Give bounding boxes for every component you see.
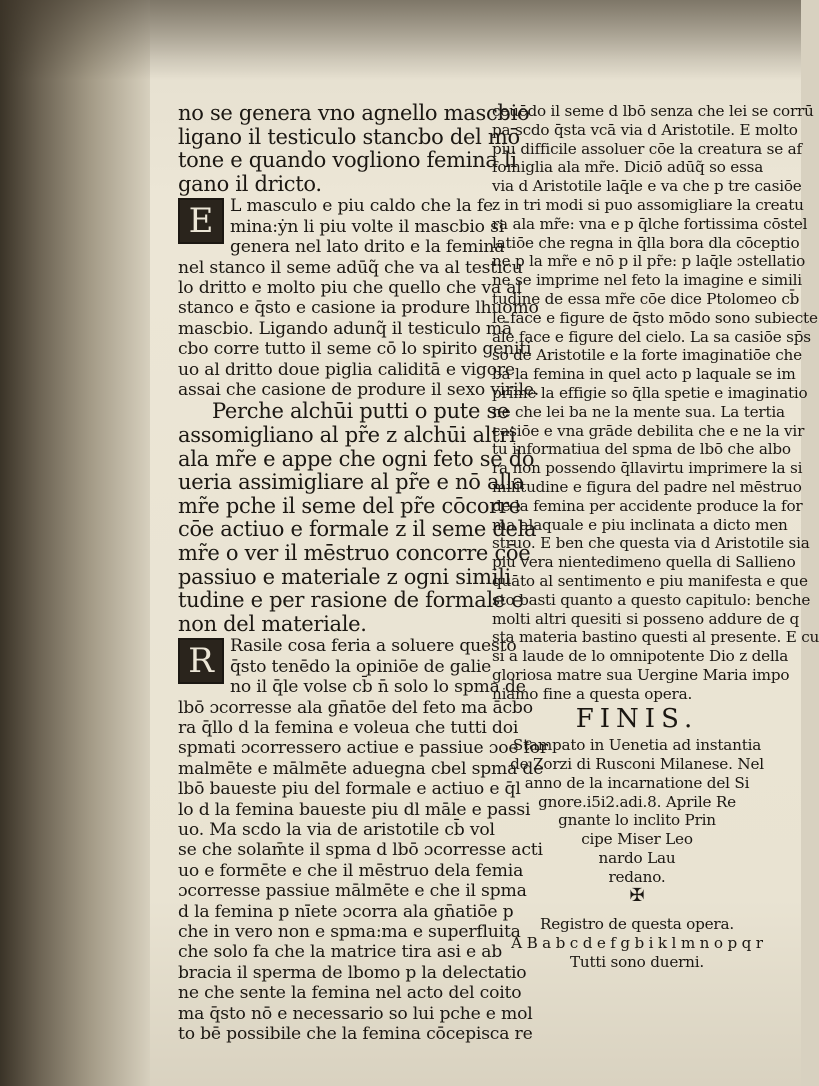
text-line: cōe actiuo e formale z il seme dela: [178, 517, 537, 542]
text-line: ra ala mr̃e: vna e p q̄lche fortissima cōstel: [492, 214, 808, 233]
text-line: uo. Ma scdo la via de aristotile cb̄ vol: [178, 820, 495, 841]
text-line: mascbio. Ligando adunq̃ il testiculo mā: [178, 318, 513, 339]
paragraph-masculo: [178, 196, 505, 258]
text-line: d la femina p nīete ɔcorra ala gn̄atiōe p: [178, 901, 514, 922]
text-line: de la femina per accidente produce la for: [492, 496, 803, 515]
colophon-line: cipe Miser Leo: [581, 830, 693, 849]
text-line: fomiglia ala mr̃e. Diciō adūq̃ so essa: [492, 158, 764, 177]
colophon-line: Stampato in Uenetia ad instantia: [512, 736, 762, 755]
colophon-line: anno de la incarnatione del Si: [524, 773, 750, 792]
paragraph-rasile: [178, 636, 526, 698]
text-line: ne che lei ba ne la mente sua. La tertia: [492, 402, 785, 421]
text-line: niamo fine a questa opera.: [492, 684, 693, 703]
text-line: mr̃e pche il seme del pr̃e cōcorre: [178, 493, 521, 518]
text-line: ne p la mr̃e e nō p il pr̃e: p laq̄le ɔstellatio: [492, 252, 806, 271]
paragraph-perche: [178, 399, 537, 636]
text-line: casiōe e vna grāde debilita che e ne la vir: [492, 421, 805, 440]
text-line: molti altri quesiti si posseno addure de q: [492, 609, 799, 628]
text-line: mr̃e o ver il mēstruo concorre cōe: [178, 541, 531, 565]
text-line: mina:ẏn li piu volte il mascbio si: [230, 216, 505, 237]
text-line: si a laude de lo omnipotente Dio z della: [492, 647, 789, 666]
text-line: tone e quando vogliono femina li: [178, 148, 517, 173]
text-line: le face e figure de q̄sto mōdo sono subiecte: [492, 308, 818, 327]
text-line: tudine e per rasione de formale e: [178, 588, 524, 613]
text-line: ba la femina in quel acto p laquale se im: [492, 365, 796, 384]
text-line: tudine de essa mr̃e cōe dice Ptolomeo cb̄: [492, 289, 800, 308]
text-line: spmati ɔcorressero actiue e passiue ɔoe for: [178, 738, 548, 759]
text-line: piu difficile assoluer cōe la creatura se af: [492, 139, 802, 158]
text-line: genera nel lato drito e la femina: [230, 237, 505, 258]
text-line: malmēte e mālmēte aduegna cbel spma de: [178, 758, 544, 779]
text-line: struo. E ben che questa via d Aristotile sia: [492, 534, 810, 553]
text-line: gano il dricto.: [178, 171, 322, 196]
text-line: ra non possendo q̄llavirtu imprimere la si: [492, 459, 803, 478]
text-line: stanco e q̄sto e casione ia produre lhuomo: [178, 298, 539, 319]
paragraph-masculo-body: [178, 257, 539, 401]
right-text-column: [492, 102, 819, 972]
text-line: cbo corre tutto il seme cō lo spirito geniti: [178, 339, 532, 360]
text-line: se che solam̄te il spma d lbō ɔcorresse acti: [178, 840, 543, 861]
finis-heading: FINIS.: [575, 703, 699, 734]
text-line: q̄sto tenēdo la opiniōe de galie: [230, 656, 492, 677]
text-line: assomigliano al pr̃e z alchūi altri: [178, 423, 516, 448]
paragraph-rasile-body: [178, 697, 548, 1045]
registro-title: Registro de questa opera.: [540, 915, 734, 934]
registro-letters: A B a b c d e f g b i k l m n o p q r: [511, 934, 763, 953]
colophon-line: gnante lo inclito Prin: [558, 811, 716, 830]
text-line: ma q̄sto nō e necessario so lui pche e mol: [178, 1003, 533, 1024]
text-line: lbō baueste piu del formale e actiuo e q̄l: [178, 779, 521, 800]
text-line: uo e formēte e che il mēstruo dela femia: [178, 860, 524, 881]
left-text-column: [178, 101, 548, 1045]
text-line: ne che sente la femina nel acto del coito: [178, 983, 522, 1004]
paragraph-ceuendo: [492, 102, 819, 704]
text-line: sta materia bastino questi al presente. E cu: [492, 628, 819, 647]
text-line: prime la effigie so q̄lla spetie e imaginatio: [492, 383, 808, 402]
text-line: bracia il sperma de lbomo p la delectatio: [178, 962, 527, 983]
text-line: lbō ɔcorresse ala gn̄atōe del feto ma ācbo: [178, 697, 533, 718]
text-line: assai che casione de produre il sexo virile.: [178, 380, 539, 401]
text-line: quāto al sentimento e piu manifesta e que: [492, 571, 808, 590]
registro: [492, 915, 782, 971]
text-line: Perche alchūi putti o pute se: [212, 399, 510, 424]
opening-lines: [178, 101, 530, 196]
text-line: nel stanco il seme adūq̃ che va al testicu: [178, 257, 523, 278]
text-line: ceuēdo il seme d lbō senza che lei se corrū: [492, 102, 814, 120]
text-line: ɔcorresse passiue mālmēte e che il spma: [178, 881, 527, 902]
text-line: passiuo e materiale z ogni simili: [178, 564, 511, 589]
text-line: latiōe che regna in q̄lla bora dla cōceptio: [492, 233, 800, 252]
text-line: L masculo e piu caldo che la fe: [230, 196, 493, 217]
text-line: tu informatiua del spma de lbō che albo: [492, 440, 791, 459]
text-line: z in tri modi si puo assomigliare la creatu: [492, 195, 804, 214]
colophon-line: de Zorzi di Rusconi Milanese. Nel: [510, 755, 764, 774]
text-line: che solo fa che la matrice tira asi e ab: [178, 942, 503, 963]
registro-note: Tutti sono duerni.: [569, 953, 705, 972]
text-line: ale face e figure del cielo. La sa casiōe sp̄s: [492, 327, 811, 346]
text-line: lo dritto e molto piu che quello che va al: [178, 278, 522, 298]
text-line: uo al dritto doue piglia caliditā e vigore: [178, 359, 515, 380]
top-edge-shadow: [0, 0, 801, 80]
text-line: pa scdo q̄sta vcā via d Aristotile. E molto: [492, 120, 798, 139]
binding-gutter-shadow: [0, 0, 150, 1086]
text-line: via d Aristotile laq̄le e va che p tre casiōe: [492, 177, 802, 196]
decorated-initial: E: [178, 198, 224, 244]
colophon-line: redano.: [608, 867, 666, 886]
text-line: sto basti quanto a questo capitulo: benche: [492, 590, 811, 609]
text-line: no il q̄le volse cb̄ n̄ solo lo spma de: [230, 677, 526, 698]
colophon-line: gnore.i5i2.adi.8. Aprile Re: [538, 792, 736, 811]
text-line: to bē possibile che la femina cōcepisca re: [178, 1024, 533, 1045]
text-line: piu vera nientedimeno quella di Sallieno: [492, 553, 796, 572]
colophon: [492, 736, 782, 886]
text-line: so de Aristotile e la forte imaginatiōe che: [492, 346, 802, 365]
text-line: non del materiale.: [178, 611, 367, 636]
text-line: ne se imprime nel feto la imagine e simili: [492, 271, 802, 290]
text-line: ala mr̃e e appe che ogni feto se do: [178, 446, 535, 471]
text-line: ra q̄llo d la femina e voleua che tutti doi: [178, 718, 519, 738]
text-line: gloriosa matre sua Uergine Maria impo: [492, 665, 790, 684]
colophon-line: nardo Lau: [598, 849, 676, 868]
text-line: lo d la femina baueste piu dl māle e passi: [178, 799, 531, 820]
text-line: ligano il testiculo stancbo del mō: [178, 124, 520, 149]
text-line: militudine e figura del padre nel mēstruo: [492, 477, 802, 496]
printer-mark-icon: ✠: [629, 884, 645, 906]
text-line: ma alaquale e piu inclinata a dicto men: [492, 515, 788, 534]
text-line: che in vero non e spma:ma e superfluita: [178, 922, 521, 943]
text-line: Rasile cosa feria a soluere questo: [230, 636, 517, 657]
decorated-initial: R: [178, 638, 224, 684]
text-line: ueria assimigliare al pr̃e e nō alla: [178, 470, 525, 495]
text-line: no se genera vno agnello mascbio: [178, 101, 530, 125]
